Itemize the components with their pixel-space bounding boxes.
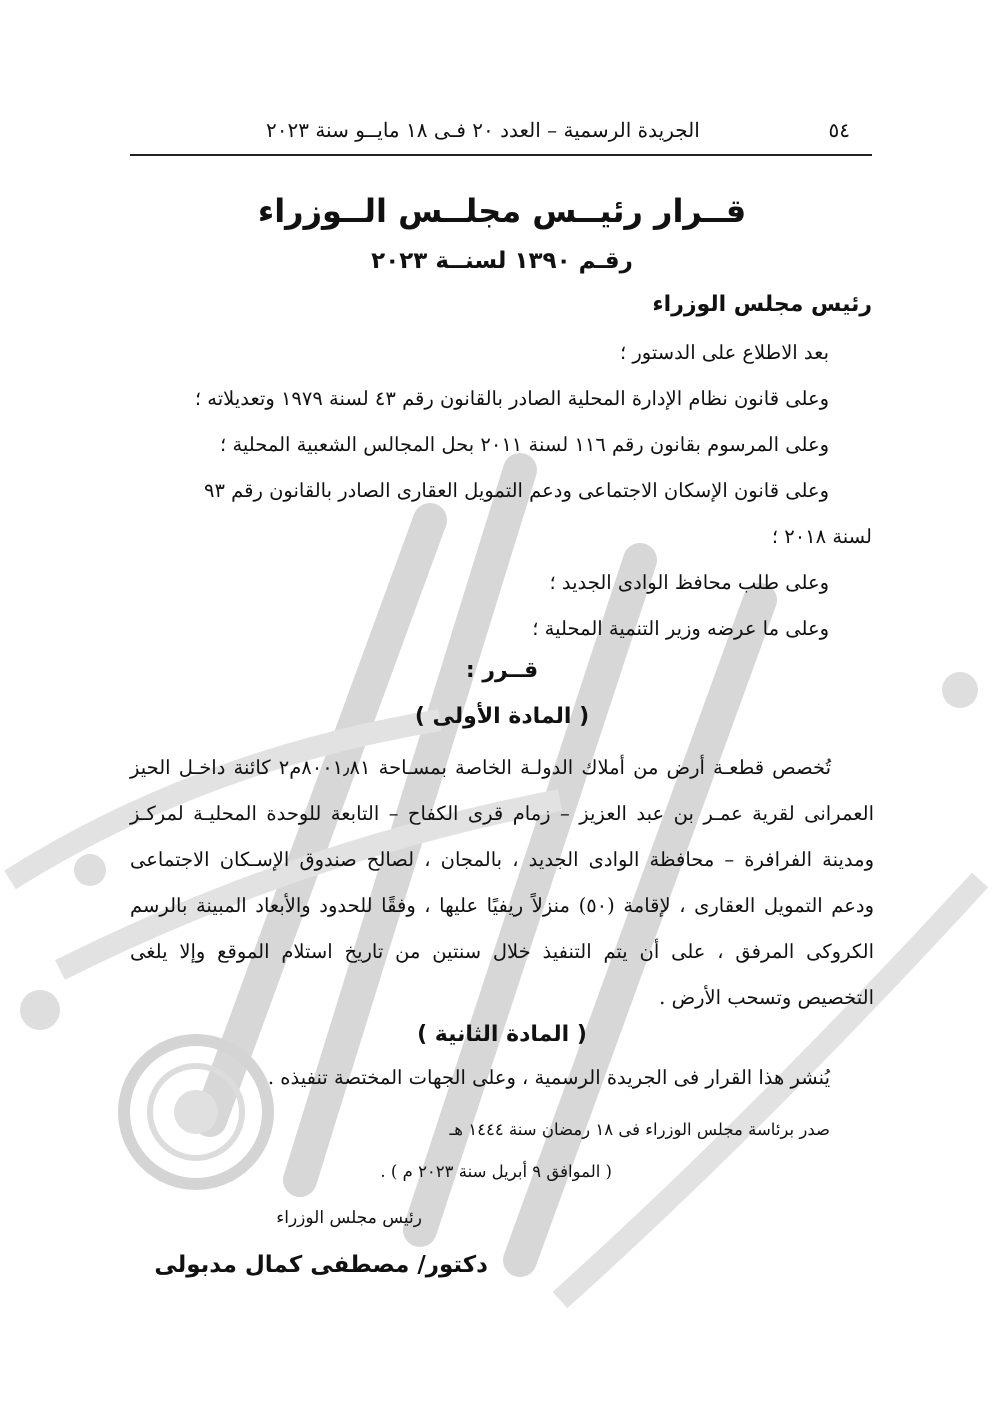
preamble-line: وعلى قانون الإسكان الاجتماعى ودعم التمويل العقارى الصادر بالقانون رقم ٩٣	[204, 479, 829, 502]
issuer-heading: رئيس مجلس الوزراء	[652, 292, 872, 317]
signatory-title: رئيس مجلس الوزراء	[276, 1208, 422, 1228]
decree-number: رقـم ١٣٩٠ لسنــة ٢٠٢٣	[371, 248, 633, 274]
decision-label: قــرر :	[465, 658, 539, 683]
article-2-heading: ( المادة الثانية )	[417, 1022, 587, 1047]
preamble-line: وعلى طلب محافظ الوادى الجديد ؛	[549, 571, 829, 594]
preamble-line: بعد الاطلاع على الدستور ؛	[619, 341, 829, 364]
preamble-line: وعلى ما عرضه وزير التنمية المحلية ؛	[532, 617, 829, 640]
article-1-text: تُخصص قطعـة أرض من أملاك الدولـة الخاصة بمسـاحة ٨٠٠١٫٨١م٢ كائنة داخـل الحيز العمرانى لقرية عمـر بن عبد العزيز – زمام قرى الكفاح – التابعة للوحدة المحليـة لمركـز ومدينة الفرافرة – محافظة الوادى الجديد ، بالمجان ، لصالح صندوق الإسـكان الاجتماعى ودعم التمويل العقارى ، لإقامة (٥٠) منزلاً ريفيًا عليها ، وفقًا للحدود والأبعاد المبينة بالرسم الكروكى المرفق ، على أن يتم التنفيذ خلال سنتين من تاريخ استلام الموقع وإلا يلغى التخصيص وتسحب الأرض .	[130, 756, 874, 1009]
page-header	[130, 114, 872, 156]
article-1-body	[130, 745, 874, 1021]
article-2-text: يُنشر هذا القرار فى الجريدة الرسمية ، وعلى الجهات المختصة تنفيذه .	[267, 1066, 830, 1089]
preamble-line: لسنة ٢٠١٨ ؛	[771, 525, 872, 548]
gazette-header-title: الجريدة الرسمية – العدد ٢٠ فـى ١٨ مايــو سنة ٢٠٢٣	[266, 118, 700, 142]
page-number: ٥٤	[828, 118, 850, 142]
article-1-heading: ( المادة الأولى )	[414, 704, 590, 729]
issued-date-gregorian: ( الموافق ٩ أبريل سنة ٢٠٢٣ م ) .	[380, 1162, 612, 1181]
signatory-name: دكتور/ مصطفى كمال مدبولى	[154, 1252, 488, 1278]
preamble-line: وعلى قانون نظام الإدارة المحلية الصادر بالقانون رقم ٤٣ لسنة ١٩٧٩ وتعديلاته ؛	[194, 387, 829, 410]
preamble-line: وعلى المرسوم بقانون رقم ١١٦ لسنة ٢٠١١ بحل المجالس الشعبية المحلية ؛	[220, 433, 829, 456]
decree-title: قــرار رئيــس مجلــس الــوزراء	[257, 192, 747, 230]
preamble	[132, 336, 872, 658]
issued-date-hijri: صدر برئاسة مجلس الوزراء فى ١٨ رمضان سنة ١٤٤٤ هـ	[449, 1120, 830, 1139]
